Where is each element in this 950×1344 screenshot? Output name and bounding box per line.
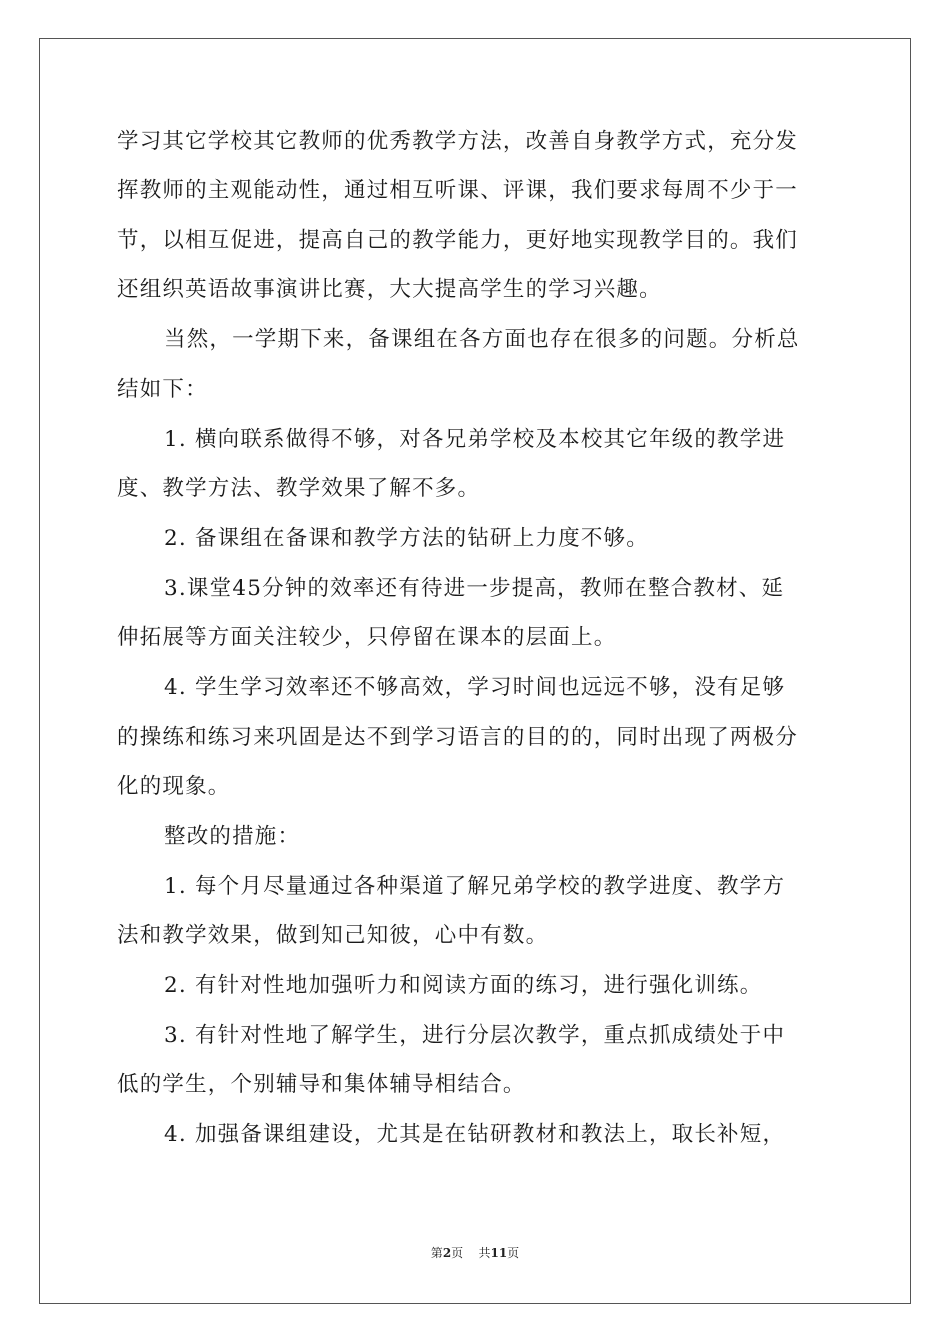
page-suffix: 页 — [451, 1246, 464, 1260]
total-suffix: 页 — [507, 1246, 520, 1260]
text-line: 结如下： — [117, 377, 208, 402]
text-line: 伸拓展等方面关注较少，只停留在课本的层面上。 — [117, 625, 617, 650]
total-pages: 11 — [490, 1246, 508, 1260]
text-line: 法和教学效果，做到知己知彼，心中有数。 — [117, 923, 549, 948]
total-prefix: 共 — [478, 1246, 491, 1260]
section-heading: 整改的措施： — [164, 824, 301, 849]
list-item-line: 3. 有针对性地了解学生，进行分层次教学，重点抓成绩处于中 — [164, 1023, 786, 1048]
text-line: 低的学生，个别辅导和集体辅导相结合。 — [117, 1072, 526, 1097]
list-item-line: 3.课堂45分钟的效率还有待进一步提高，教师在整合教材、延 — [164, 576, 785, 601]
list-item-line: 1. 每个月尽量通过各种渠道了解兄弟学校的教学进度、教学方 — [164, 874, 786, 899]
page-number: 2 — [442, 1246, 452, 1260]
list-item-line: 1. 横向联系做得不够，对各兄弟学校及本校其它年级的教学进 — [164, 427, 786, 452]
text-line: 化的现象。 — [117, 774, 231, 799]
list-item-line: 2. 有针对性地加强听力和阅读方面的练习，进行强化训练。 — [164, 973, 763, 998]
paragraph-first-line: 当然，一学期下来，备课组在各方面也存在很多的问题。分析总 — [164, 327, 800, 352]
text-line: 挥教师的主观能动性，通过相互听课、评课，我们要求每周不少于一 — [117, 178, 799, 203]
text-line: 度、教学方法、教学效果了解不多。 — [117, 476, 481, 501]
page-footer — [0, 1245, 950, 1261]
list-item-line: 2. 备课组在备课和教学方法的钻研上力度不够。 — [164, 526, 649, 551]
text-line: 还组织英语故事演讲比赛，大大提高学生的学习兴趣。 — [117, 277, 662, 302]
text-line: 学习其它学校其它教师的优秀教学方法，改善自身教学方式，充分发 — [117, 129, 799, 154]
page-prefix: 第 — [430, 1246, 443, 1260]
text-line: 节，以相互促进，提高自己的教学能力，更好地实现教学目的。我们 — [117, 228, 799, 253]
list-item-line: 4. 加强备课组建设，尤其是在钻研教材和教法上，取长补短， — [164, 1122, 786, 1147]
text-line: 的操练和练习来巩固是达不到学习语言的目的的，同时出现了两极分 — [117, 725, 799, 750]
list-item-line: 4. 学生学习效率还不够高效，学习时间也远远不够，没有足够 — [164, 675, 786, 700]
